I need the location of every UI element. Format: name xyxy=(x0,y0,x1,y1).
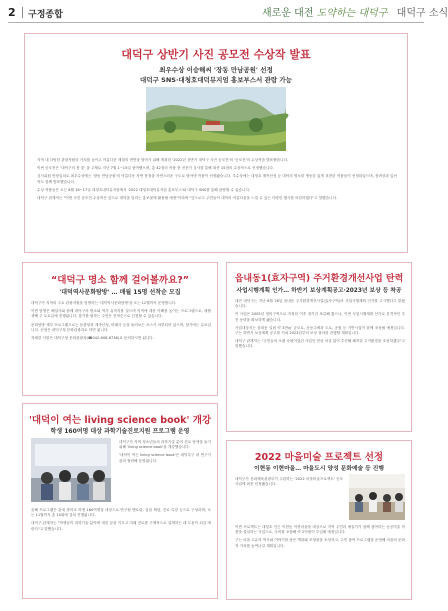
article-village-art-project xyxy=(226,440,412,600)
paragraph: 구는 마을 고유의 역사와 이야기를 담은 벽화와 조형물을 조성하고, 주민 참여 프로그램을 운영해 마을의 문화적 가치를 높여나갈 계획입니다. xyxy=(235,538,405,548)
paragraph: 이번 프로젝트는 대청호 인근 이현동 이현마을을 대상으로 지역 주민과 예술가가 함께 참여하는 공공미술 작품을 설치하는 사업으로, 국비를 포함해 약 2억원이 투입될 예정입니다. xyxy=(235,525,405,535)
paragraph: 이 사업은 2005년 정비구역으로 지정된 이후 장기간 표류해 왔으나, 이번 사업시행계획 인가로 본격적인 추진 동력을 확보하게 됐습니다. xyxy=(235,312,405,322)
paragraph: 대덕구 관계자는 "이번 사진 공모전 수상작은 앞으로 대덕을 알리는 홍보물에 활용될 예정"이라며 "앞으로도 주민들이 대덕의 아름다움을 느낄 수 있는 다양한 행사를 마련하겠다"고 말했습니다. xyxy=(37,196,338,201)
article-housing-improvement xyxy=(226,262,412,432)
article-body xyxy=(31,508,211,535)
article-body xyxy=(235,299,405,353)
article-title: 읍내동1(효자구역) 주거환경개선사업 탄력 xyxy=(234,274,404,284)
article-title: 2022 마을미술 프로젝트 선정 xyxy=(254,452,384,463)
paragraph: 올해 프로그램은 관내 중학교 학생 160여명을 대상으로 연구원 멘토링, 실험 체험, 진로 특강 등으로 구성되며, 오는 11월까지 총 10회에 걸쳐 진행됩니다. xyxy=(31,508,211,518)
article-title: '대덕이 여는 living science book' 개강 xyxy=(28,415,212,426)
paragraph: 사업대상지는 읍내동 일원 약 3만㎡ 규모로, 공동주택과 도로, 공원 등 기반시설이 함께 조성될 예정입니다. 구는 하반기 보상계획 공고를 거쳐 2023년부터 보상 절차를 진행할 계획입니다. xyxy=(235,325,405,336)
paragraph: 대덕구 관계자는 "학생들이 과학기술 분야에 대한 꿈을 키우고 미래 진로를 구체적으로 설계하는 데 도움이 되길 바란다"고 말했습니다. xyxy=(31,521,211,531)
article-living-science-book xyxy=(22,403,218,599)
students-photo xyxy=(31,438,111,502)
brand-logo xyxy=(262,4,448,19)
paragraph: 지역 내 다양한 관광자원의 가치를 높이고 아름다운 계절의 면면을 담아가 위해 개최한 '2022년 상반기 대덕구 사진 공모전'의 '공모전'의 수상작을 발표했습니다. xyxy=(37,158,289,162)
article-subtitle: 최우수상 이승해씨 '장동 만남공원' 선정 xyxy=(159,66,273,74)
brand-prefix: 새로운 대전 xyxy=(262,8,314,19)
page-header xyxy=(0,0,448,28)
paragraph: 수상 작품들은 오는 8월 16~17일 대청호대덕뮤지엄에서 '2022 대청호대덕뮤지엄 홍보부스'와 대덕구 SNS를 통해 관람할 수 있습니다. xyxy=(37,187,251,192)
paragraph: 대덕구가 지역의 주요 관광자원을 탐방하는 '대덕역사문화탐방'을 오는 12월까지 운영합니다. xyxy=(31,301,177,305)
paragraph: 이번 탐방은 해설사와 함께 대덕구의 명소와 역사 유적지를 걸으며 지역에 대한 이해를 높이는 프로그램으로, 매월 셋째 주 토요일에 진행됩니다. 참가를 원하는 주민은 선착순으로 신청할 수 있습니다. xyxy=(31,309,211,319)
paragraph: 대덕구가 문화체육관광부가 주관하는 '2022 마을미술프로젝트' 공모사업에 최종 선정됐습니다. xyxy=(235,477,343,487)
article-subtitle: 이현동 이현마을… 마을도시 양성 문화예술 등 진행 xyxy=(254,466,384,472)
paragraph: 문화탐방 세부 프로그램으로는 동춘당과 계족산성, 비래사 등을 둘러보는 코스가 마련되어 있으며, 참가비는 무료입니다. 신청은 대덕구청 문화관광과로 하면 됩니다. xyxy=(31,322,211,332)
paragraph: '대덕이 여는 living science book'은 대덕특구 내 연구기관과 협력해 운영됩니다. xyxy=(119,453,211,463)
article-intro xyxy=(235,477,343,490)
article-title: “대덕구 명소 함께 걸어볼까요?” xyxy=(50,275,190,286)
brand-suffix: 대덕구 소식 xyxy=(396,8,448,19)
contest-winning-photo xyxy=(146,87,286,151)
article-body xyxy=(31,301,211,344)
paragraph: 심사위원 만장일치로 최우수상에는 '장동 만남공원'의 아름다운 자연 풍경을 자연스러운 구도로 담아낸 작품이 선정됐습니다. 우수상에는 대청호 계족산성 등 대덕의 명소를 생동감 있게 표현한 작품들이 선정되었으며, 장려상과 입선작도 함께 발표했습니다. xyxy=(37,174,397,184)
article-photo-contest xyxy=(24,33,408,253)
article-subtitle: 학생 160여명 대상 과학기술진로지원 프로그램 운영 xyxy=(50,428,190,435)
article-intro xyxy=(119,440,211,467)
article-history-tour xyxy=(22,262,218,396)
paragraph: 이번 공모전은 '대덕구의 봄 꽃' 을 주제로 지난 7월 1~15일 참여했으며, 총 42점의 작품 중 전문가 심사를 통해 최종 15점의 수상작으로 선정했습니다. xyxy=(37,166,275,171)
article-subtitle: '대덕역사문화탐방' … 매월 15명 선착순 모집 xyxy=(59,289,181,296)
article-subtitle-2: 대덕구 SNS·대청호대덕뮤지엄 홍보부스서 관람 가능 xyxy=(140,76,292,84)
header-rule xyxy=(8,22,424,23)
paragraph: 자세한 사항은 대덕구청 문화관광과(☎042-608-6736)로 문의하시면 됩니다. xyxy=(31,336,154,341)
article-body xyxy=(37,158,397,204)
article-body xyxy=(235,525,405,552)
brand-fancy: 도약하는 대덕구 xyxy=(316,8,388,19)
paragraph: 대덕구가 지역 청소년들의 과학기술 분야 진로 탐색을 돕기 위해 'living science book'을 개강했습니다. xyxy=(119,440,211,450)
paragraph: 대전 대덕구는 지난 8월 26일 읍내동 주거환경개선사업(효자구역)의 사업시행계획 인가를 고시했다고 밝혔습니다. xyxy=(235,299,405,309)
header-divider xyxy=(22,7,23,18)
paragraph: 대덕구 관계자는 "주민들의 오랜 숙원이었던 사업인 만큼 차질 없이 추진해 쾌적한 주거환경을 조성하겠다"고 말했습니다. xyxy=(235,339,405,349)
section-name: 구정종합 xyxy=(28,10,63,20)
meeting-photo xyxy=(349,474,405,520)
article-subtitle: 사업시행계획 인가… 하반기 보상계획공고·2023년 보상 등 착공 xyxy=(236,288,402,294)
article-title: 대덕구 상반기 사진 공모전 수상작 발표 xyxy=(121,48,311,61)
page-number: 2 xyxy=(8,6,16,19)
